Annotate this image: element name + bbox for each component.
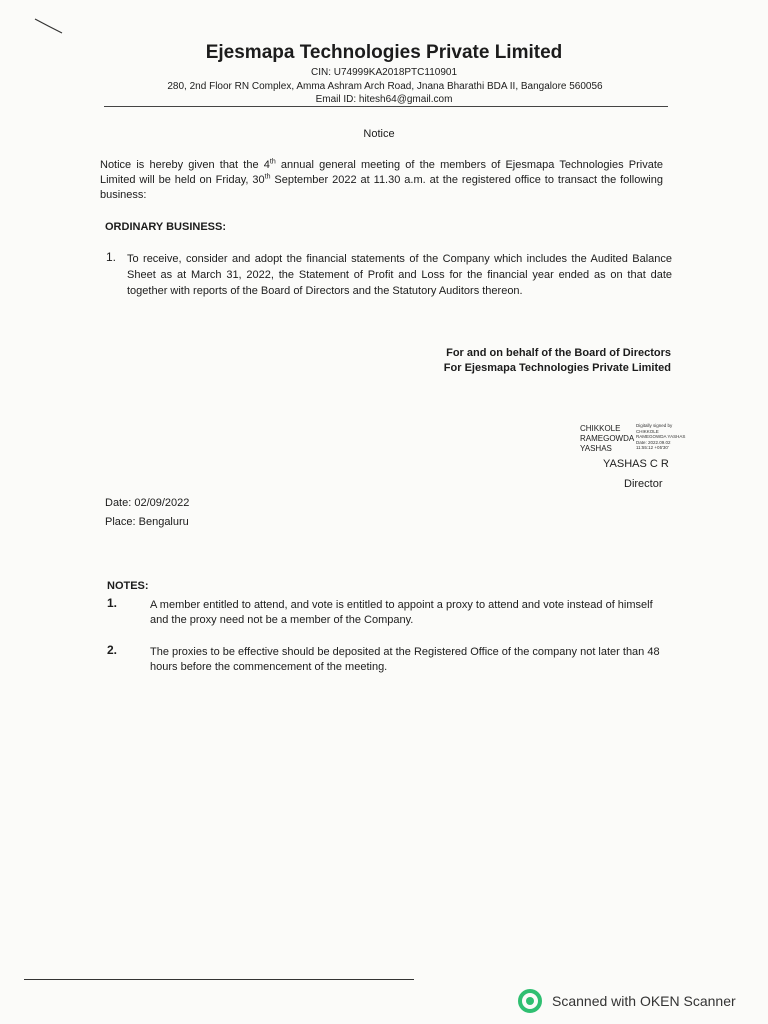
board-behalf-line: For and on behalf of the Board of Directors: [446, 347, 671, 359]
header-divider: [104, 106, 668, 107]
digital-signature-meta: Digitally signed by CHIKKOLE RAMEGOWDA YASHAS Date: 2022.09.02 11:55:12 +05'30': [636, 423, 686, 450]
ordinary-business-heading: ORDINARY BUSINESS:: [105, 221, 227, 233]
notice-date: Date: 02/09/2022: [105, 497, 190, 509]
company-behalf-line: For Ejesmapa Technologies Private Limited: [443, 362, 671, 374]
company-title: Ejesmapa Technologies Private Limited: [205, 42, 563, 63]
notice-heading: Notice: [363, 128, 395, 140]
signatory-name: YASHAS C R: [603, 458, 669, 470]
business-item-text: To receive, consider and adopt the financial statements of the Company which includes the Audited Balance Sheet as at March 31, 2022, the Statement of Profit and Loss for the financial year ended as on that date together with reports of the Board of Directors and the Statutory Auditors thereon.: [127, 253, 672, 297]
footer-divider: [24, 979, 414, 980]
business-item-number: 1.: [106, 250, 117, 264]
note-number: 1.: [107, 596, 118, 610]
company-email: Email ID: hitesh64@gmail.com: [315, 94, 453, 105]
scanner-logo-icon: [518, 989, 542, 1013]
notice-place: Place: Bengaluru: [105, 516, 189, 528]
company-address: 280, 2nd Floor RN Complex, Amma Ashram Arch Road, Jnana Bharathi BDA II, Bangalore 560056: [167, 81, 603, 92]
notes-heading: NOTES:: [107, 580, 149, 592]
signatory-role: Director: [624, 478, 663, 490]
digital-signature-name: CHIKKOLE RAMEGOWDA YASHAS: [580, 424, 635, 453]
note-number: 2.: [107, 643, 118, 657]
scanner-watermark: [518, 989, 736, 1013]
note-text: A member entitled to attend, and vote is entitled to appoint a proxy to attend and vote instead of himself and the proxy need not be a member of the Company.: [150, 599, 653, 626]
note-text: The proxies to be effective should be deposited at the Registered Office of the company not later than 48 hours before the commencement of the meeting.: [150, 646, 660, 673]
cin-number: CIN: U74999KA2018PTC110901: [310, 67, 458, 78]
pen-stroke-mark: [34, 16, 64, 36]
notice-intro: Notice is hereby given that the 4th annual general meeting of the members of Ejesmapa Technologies Private Limited will be held on Friday, 30th September 2022 at 11.30 a.m. at the registered office to transact the following business:: [100, 158, 663, 201]
scanner-text: Scanned with OKEN Scanner: [552, 993, 736, 1009]
